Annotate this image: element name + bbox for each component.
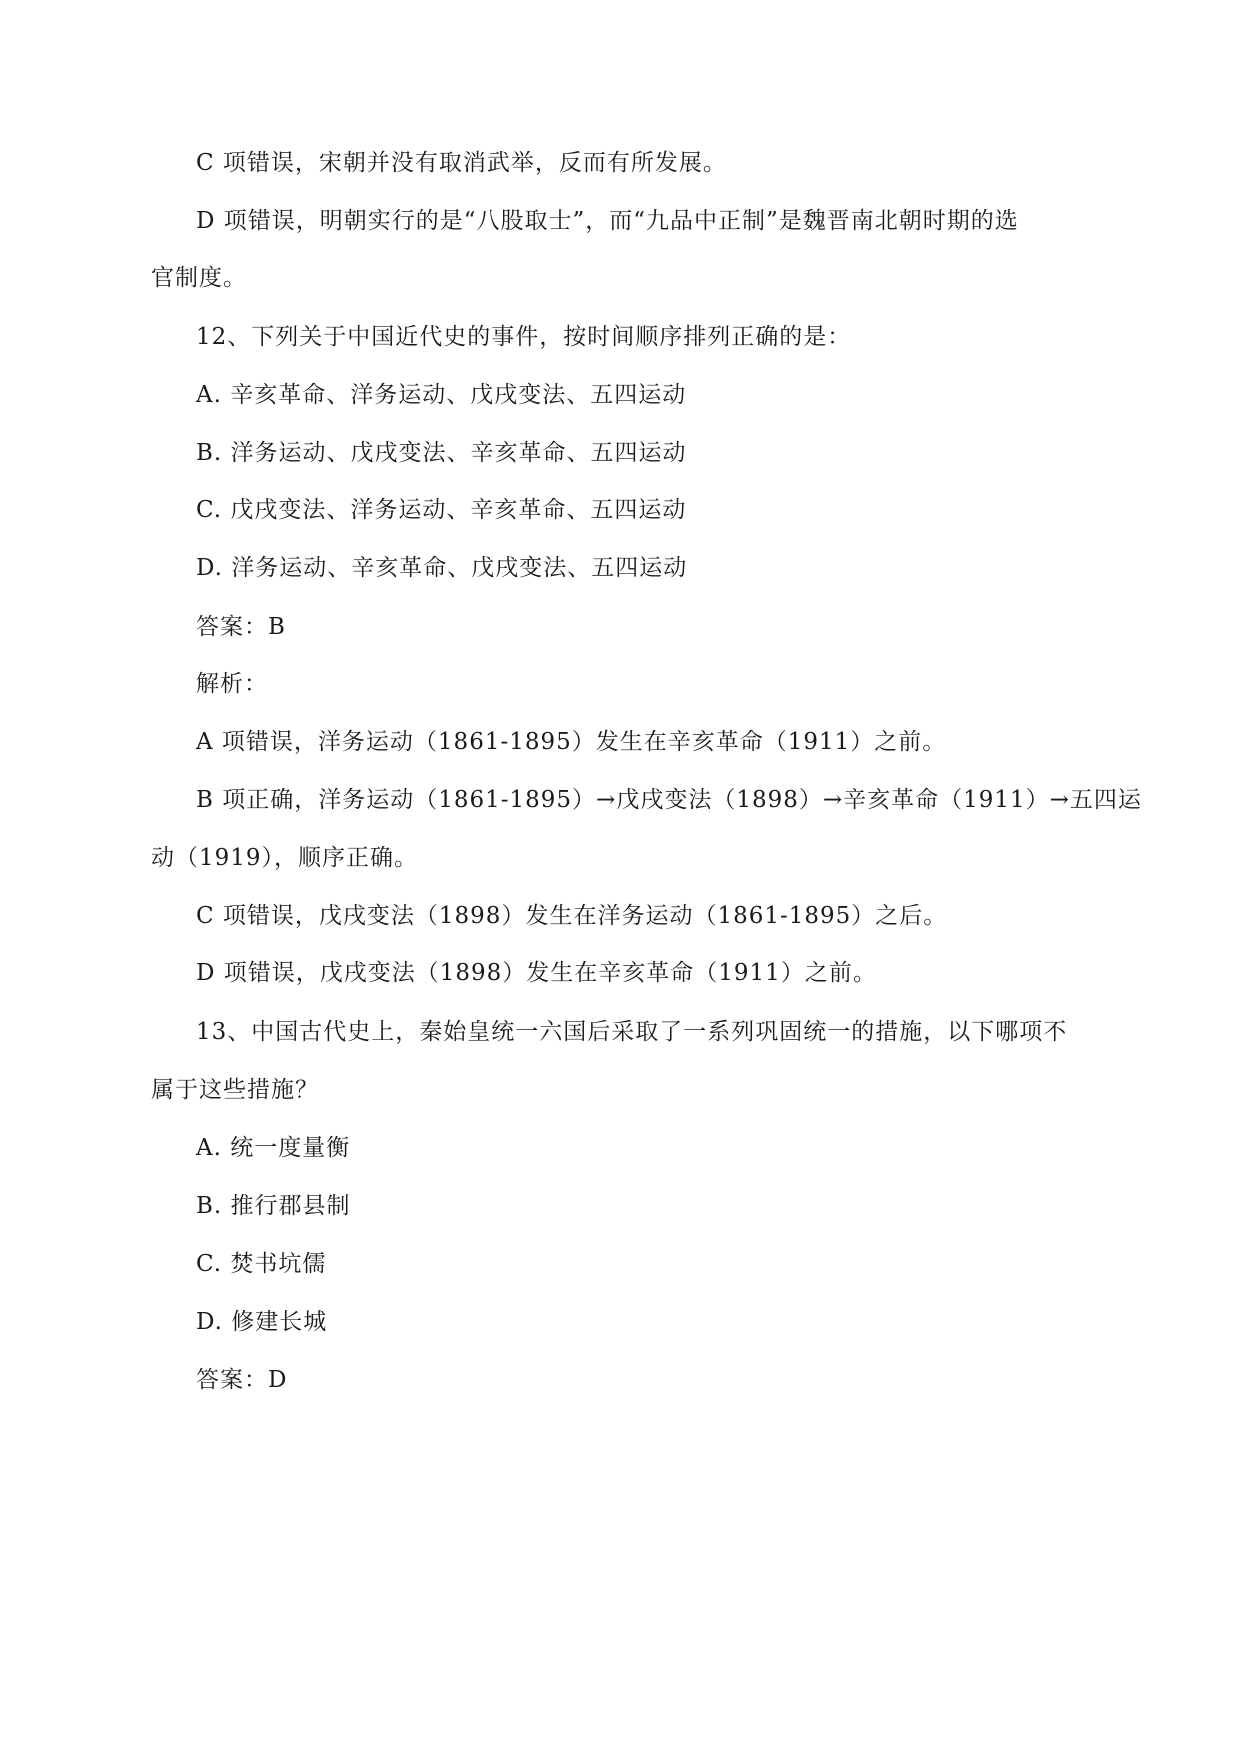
q12-answer: 答案：B: [196, 614, 286, 640]
q12-option-b: B. 洋务运动、戊戌变法、辛亥革命、五四运动: [196, 440, 687, 466]
q13-option-d: D. 修建长城: [196, 1309, 328, 1335]
prev-analysis-d-line1: D 项错误，明朝实行的是“八股取士”，而“九品中正制”是魏晋南北朝时期的选: [196, 208, 1019, 234]
prev-analysis-d-line2: 官制度。: [151, 265, 247, 291]
q12-analysis-c: C 项错误，戊戌变法（1898）发生在洋务运动（1861-1895）之后。: [196, 903, 948, 929]
q12-analysis-b-line1: B 项正确，洋务运动（1861-1895）→戊戌变法（1898）→辛亥革命（1911）→五四运: [196, 787, 1142, 813]
q13-option-a: A. 统一度量衡: [196, 1135, 351, 1161]
q12-analysis-label: 解析：: [196, 671, 268, 697]
q12-option-c: C. 戊戌变法、洋务运动、辛亥革命、五四运动: [196, 497, 687, 523]
question-13-line2: 属于这些措施？: [151, 1077, 319, 1103]
prev-analysis-c: C 项错误，宋朝并没有取消武举，反而有所发展。: [196, 150, 727, 176]
q12-option-d: D. 洋务运动、辛亥革命、戊戌变法、五四运动: [196, 555, 688, 581]
question-12: 12、下列关于中国近代史的事件，按时间顺序排列正确的是：: [196, 324, 852, 350]
q12-analysis-d: D 项错误，戊戌变法（1898）发生在辛亥革命（1911）之前。: [196, 960, 877, 986]
question-13-line1: 13、中国古代史上，秦始皇统一六国后采取了一系列巩固统一的措施，以下哪项不: [196, 1019, 1068, 1045]
q13-option-b: B. 推行郡县制: [196, 1193, 351, 1219]
q12-analysis-b-line2: 动（1919），顺序正确。: [151, 845, 419, 871]
q12-analysis-a: A 项错误，洋务运动（1861-1895）发生在辛亥革命（1911）之前。: [196, 729, 947, 755]
q13-option-c: C. 焚书坑儒: [196, 1251, 327, 1277]
q13-answer: 答案：D: [196, 1367, 288, 1393]
q12-option-a: A. 辛亥革命、洋务运动、戊戌变法、五四运动: [196, 382, 687, 408]
